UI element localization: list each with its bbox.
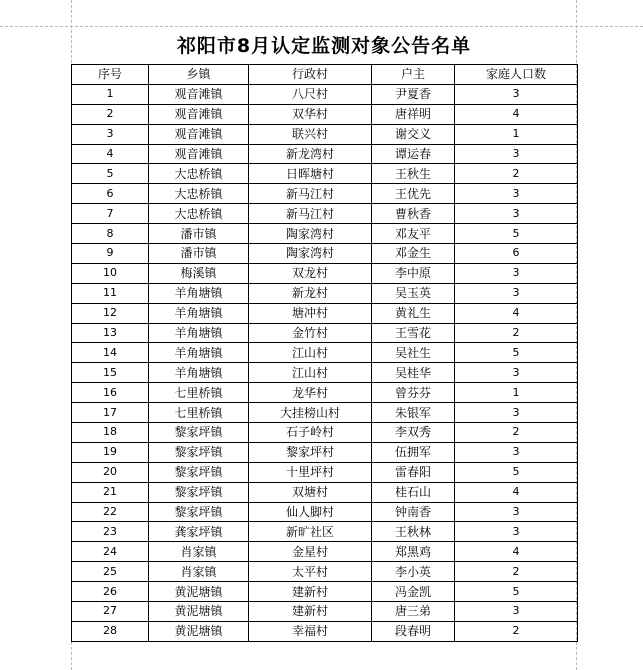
cell-family-size[interactable]: 3 <box>455 522 578 542</box>
table-row <box>72 582 578 602</box>
header-seq[interactable]: 序号 <box>72 65 149 85</box>
cell-town[interactable]: 羊角塘镇 <box>149 343 249 363</box>
cell-family-size[interactable]: 3 <box>455 263 578 283</box>
table-row <box>72 244 578 264</box>
cell-seq[interactable]: 10 <box>72 263 149 283</box>
cell-town[interactable]: 观音滩镇 <box>149 144 249 164</box>
cell-village[interactable]: 塘冲村 <box>249 303 372 323</box>
cell-village[interactable]: 双塘村 <box>249 482 372 502</box>
cell-householder[interactable]: 雷春阳 <box>372 462 455 482</box>
cell-householder[interactable]: 钟南香 <box>372 502 455 522</box>
cell-town[interactable]: 观音滩镇 <box>149 104 249 124</box>
table-row <box>72 462 578 482</box>
table-row <box>72 602 578 622</box>
cell-town[interactable]: 黄泥塘镇 <box>149 582 249 602</box>
cell-family-size[interactable]: 3 <box>455 204 578 224</box>
cell-family-size[interactable]: 3 <box>455 403 578 423</box>
cell-village[interactable]: 黎家坪村 <box>249 442 372 462</box>
cell-village[interactable]: 陶家湾村 <box>249 224 372 244</box>
cell-family-size[interactable]: 4 <box>455 542 578 562</box>
cell-town[interactable]: 黎家坪镇 <box>149 462 249 482</box>
cell-village[interactable]: 建新村 <box>249 602 372 622</box>
table-row <box>72 303 578 323</box>
cell-householder[interactable]: 邓友平 <box>372 224 455 244</box>
cell-town[interactable]: 黎家坪镇 <box>149 482 249 502</box>
cell-seq[interactable]: 16 <box>72 383 149 403</box>
cell-village[interactable]: 十里坪村 <box>249 462 372 482</box>
cell-family-size[interactable]: 3 <box>455 184 578 204</box>
cell-seq[interactable]: 5 <box>72 164 149 184</box>
cell-seq[interactable]: 6 <box>72 184 149 204</box>
table-row <box>72 343 578 363</box>
table-row <box>72 363 578 383</box>
cell-householder[interactable]: 李小英 <box>372 562 455 582</box>
cell-seq[interactable]: 21 <box>72 482 149 502</box>
cell-householder[interactable]: 王雪花 <box>372 323 455 343</box>
cell-town[interactable]: 大忠桥镇 <box>149 204 249 224</box>
cell-village[interactable]: 新龙湾村 <box>249 144 372 164</box>
table-row <box>72 263 578 283</box>
cell-seq[interactable]: 12 <box>72 303 149 323</box>
cell-seq[interactable]: 18 <box>72 423 149 443</box>
cell-town[interactable]: 大忠桥镇 <box>149 184 249 204</box>
cell-town[interactable]: 黄泥塘镇 <box>149 602 249 622</box>
cell-householder[interactable]: 王秋林 <box>372 522 455 542</box>
cell-householder[interactable]: 朱银军 <box>372 403 455 423</box>
cell-village[interactable]: 新马江村 <box>249 184 372 204</box>
cell-family-size[interactable]: 3 <box>455 283 578 303</box>
cell-village[interactable]: 陶家湾村 <box>249 244 372 264</box>
cell-seq[interactable]: 1 <box>72 84 149 104</box>
cell-seq[interactable]: 20 <box>72 462 149 482</box>
table-row <box>72 124 578 144</box>
cell-seq[interactable]: 7 <box>72 204 149 224</box>
cell-householder[interactable]: 伍拥军 <box>372 442 455 462</box>
cell-householder[interactable]: 李中原 <box>372 263 455 283</box>
cell-householder[interactable]: 谢交义 <box>372 124 455 144</box>
cell-town[interactable]: 羊角塘镇 <box>149 303 249 323</box>
cell-householder[interactable]: 王秋生 <box>372 164 455 184</box>
cell-town[interactable]: 七里桥镇 <box>149 403 249 423</box>
table-row <box>72 144 578 164</box>
table-row <box>72 383 578 403</box>
cell-town[interactable]: 潘市镇 <box>149 244 249 264</box>
cell-householder[interactable]: 黄礼生 <box>372 303 455 323</box>
cell-family-size[interactable]: 2 <box>455 323 578 343</box>
cell-householder[interactable]: 冯金凯 <box>372 582 455 602</box>
cell-town[interactable]: 黄泥塘镇 <box>149 621 249 641</box>
cell-town[interactable]: 潘市镇 <box>149 224 249 244</box>
cell-village[interactable]: 新旷社区 <box>249 522 372 542</box>
cell-village[interactable]: 幸福村 <box>249 621 372 641</box>
cell-village[interactable]: 江山村 <box>249 363 372 383</box>
header-town[interactable]: 乡镇 <box>149 65 249 85</box>
cell-seq[interactable]: 17 <box>72 403 149 423</box>
cell-householder[interactable]: 吴玉英 <box>372 283 455 303</box>
cell-householder[interactable]: 邓金生 <box>372 244 455 264</box>
table-row <box>72 403 578 423</box>
cell-village[interactable]: 八尺村 <box>249 84 372 104</box>
cell-family-size[interactable]: 4 <box>455 104 578 124</box>
cell-householder[interactable]: 桂石山 <box>372 482 455 502</box>
cell-seq[interactable]: 14 <box>72 343 149 363</box>
cell-town[interactable]: 观音滩镇 <box>149 84 249 104</box>
cell-family-size[interactable]: 3 <box>455 602 578 622</box>
monitoring-list-table <box>71 64 578 642</box>
cell-village[interactable]: 双华村 <box>249 104 372 124</box>
cell-village[interactable]: 双龙村 <box>249 263 372 283</box>
cell-family-size[interactable]: 2 <box>455 621 578 641</box>
cell-village[interactable]: 新龙村 <box>249 283 372 303</box>
cell-seq[interactable]: 22 <box>72 502 149 522</box>
cell-householder[interactable]: 曾芬芬 <box>372 383 455 403</box>
table-row <box>72 442 578 462</box>
cell-seq[interactable]: 26 <box>72 582 149 602</box>
cell-householder[interactable]: 吴桂华 <box>372 363 455 383</box>
header-village[interactable]: 行政村 <box>249 65 372 85</box>
cell-family-size[interactable]: 1 <box>455 383 578 403</box>
table-body <box>72 84 578 641</box>
table-row <box>72 482 578 502</box>
cell-town[interactable]: 观音滩镇 <box>149 124 249 144</box>
cell-family-size[interactable]: 3 <box>455 84 578 104</box>
cell-householder[interactable]: 郑黑鸡 <box>372 542 455 562</box>
table-row <box>72 542 578 562</box>
cell-householder[interactable]: 王优先 <box>372 184 455 204</box>
cell-family-size[interactable]: 3 <box>455 442 578 462</box>
cell-seq[interactable]: 13 <box>72 323 149 343</box>
cell-seq[interactable]: 9 <box>72 244 149 264</box>
table-row <box>72 502 578 522</box>
cell-town[interactable]: 羊角塘镇 <box>149 323 249 343</box>
cell-seq[interactable]: 25 <box>72 562 149 582</box>
cell-seq[interactable]: 27 <box>72 602 149 622</box>
cell-seq[interactable]: 3 <box>72 124 149 144</box>
cell-family-size[interactable]: 2 <box>455 423 578 443</box>
cell-family-size[interactable]: 5 <box>455 582 578 602</box>
table-row <box>72 204 578 224</box>
cell-family-size[interactable]: 5 <box>455 343 578 363</box>
table-row <box>72 522 578 542</box>
cell-householder[interactable]: 吴社生 <box>372 343 455 363</box>
table-row <box>72 84 578 104</box>
cell-householder[interactable]: 尹夏香 <box>372 84 455 104</box>
table-row <box>72 164 578 184</box>
print-boundary-top <box>0 26 643 27</box>
table-row <box>72 184 578 204</box>
cell-village[interactable]: 联兴村 <box>249 124 372 144</box>
cell-family-size[interactable]: 6 <box>455 244 578 264</box>
cell-family-size[interactable]: 2 <box>455 562 578 582</box>
cell-householder[interactable]: 唐祥明 <box>372 104 455 124</box>
cell-town[interactable]: 黎家坪镇 <box>149 442 249 462</box>
cell-householder[interactable]: 李双秀 <box>372 423 455 443</box>
cell-householder[interactable]: 唐三弟 <box>372 602 455 622</box>
cell-town[interactable]: 肖家镇 <box>149 542 249 562</box>
cell-village[interactable]: 金星村 <box>249 542 372 562</box>
cell-family-size[interactable]: 3 <box>455 363 578 383</box>
cell-town[interactable]: 羊角塘镇 <box>149 283 249 303</box>
cell-family-size[interactable]: 3 <box>455 502 578 522</box>
cell-town[interactable]: 羊角塘镇 <box>149 363 249 383</box>
cell-family-size[interactable]: 2 <box>455 164 578 184</box>
cell-householder[interactable]: 曹秋香 <box>372 204 455 224</box>
cell-village[interactable]: 日晖塘村 <box>249 164 372 184</box>
cell-seq[interactable]: 8 <box>72 224 149 244</box>
cell-family-size[interactable]: 3 <box>455 144 578 164</box>
cell-village[interactable]: 大挂榜山村 <box>249 403 372 423</box>
table-header-row <box>72 65 578 85</box>
cell-town[interactable]: 龚家坪镇 <box>149 522 249 542</box>
header-householder[interactable]: 户主 <box>372 65 455 85</box>
cell-householder[interactable]: 段春明 <box>372 621 455 641</box>
cell-village[interactable]: 太平村 <box>249 562 372 582</box>
table-row <box>72 562 578 582</box>
cell-town[interactable]: 黎家坪镇 <box>149 423 249 443</box>
cell-seq[interactable]: 19 <box>72 442 149 462</box>
cell-householder[interactable]: 谭运春 <box>372 144 455 164</box>
table-row <box>72 323 578 343</box>
cell-village[interactable]: 金竹村 <box>249 323 372 343</box>
table-row <box>72 423 578 443</box>
cell-seq[interactable]: 11 <box>72 283 149 303</box>
cell-village[interactable]: 龙华村 <box>249 383 372 403</box>
cell-town[interactable]: 肖家镇 <box>149 562 249 582</box>
cell-seq[interactable]: 28 <box>72 621 149 641</box>
cell-family-size[interactable]: 1 <box>455 124 578 144</box>
cell-family-size[interactable]: 4 <box>455 482 578 502</box>
cell-seq[interactable]: 15 <box>72 363 149 383</box>
table-row <box>72 224 578 244</box>
cell-seq[interactable]: 24 <box>72 542 149 562</box>
cell-town[interactable]: 黎家坪镇 <box>149 502 249 522</box>
cell-family-size[interactable]: 5 <box>455 224 578 244</box>
page-title: 祁阳市8月认定监测对象公告名单 <box>176 35 472 57</box>
cell-seq[interactable]: 23 <box>72 522 149 542</box>
cell-village[interactable]: 新马江村 <box>249 204 372 224</box>
table-row <box>72 283 578 303</box>
cell-town[interactable]: 大忠桥镇 <box>149 164 249 184</box>
cell-seq[interactable]: 2 <box>72 104 149 124</box>
cell-family-size[interactable]: 5 <box>455 462 578 482</box>
table-row <box>72 621 578 641</box>
cell-family-size[interactable]: 4 <box>455 303 578 323</box>
cell-village[interactable]: 江山村 <box>249 343 372 363</box>
header-family-size[interactable]: 家庭人口数 <box>455 65 578 85</box>
table-row <box>72 104 578 124</box>
cell-town[interactable]: 七里桥镇 <box>149 383 249 403</box>
cell-village[interactable]: 石子岭村 <box>249 423 372 443</box>
cell-town[interactable]: 梅溪镇 <box>149 263 249 283</box>
cell-seq[interactable]: 4 <box>72 144 149 164</box>
cell-village[interactable]: 建新村 <box>249 582 372 602</box>
cell-village[interactable]: 仙人脚村 <box>249 502 372 522</box>
